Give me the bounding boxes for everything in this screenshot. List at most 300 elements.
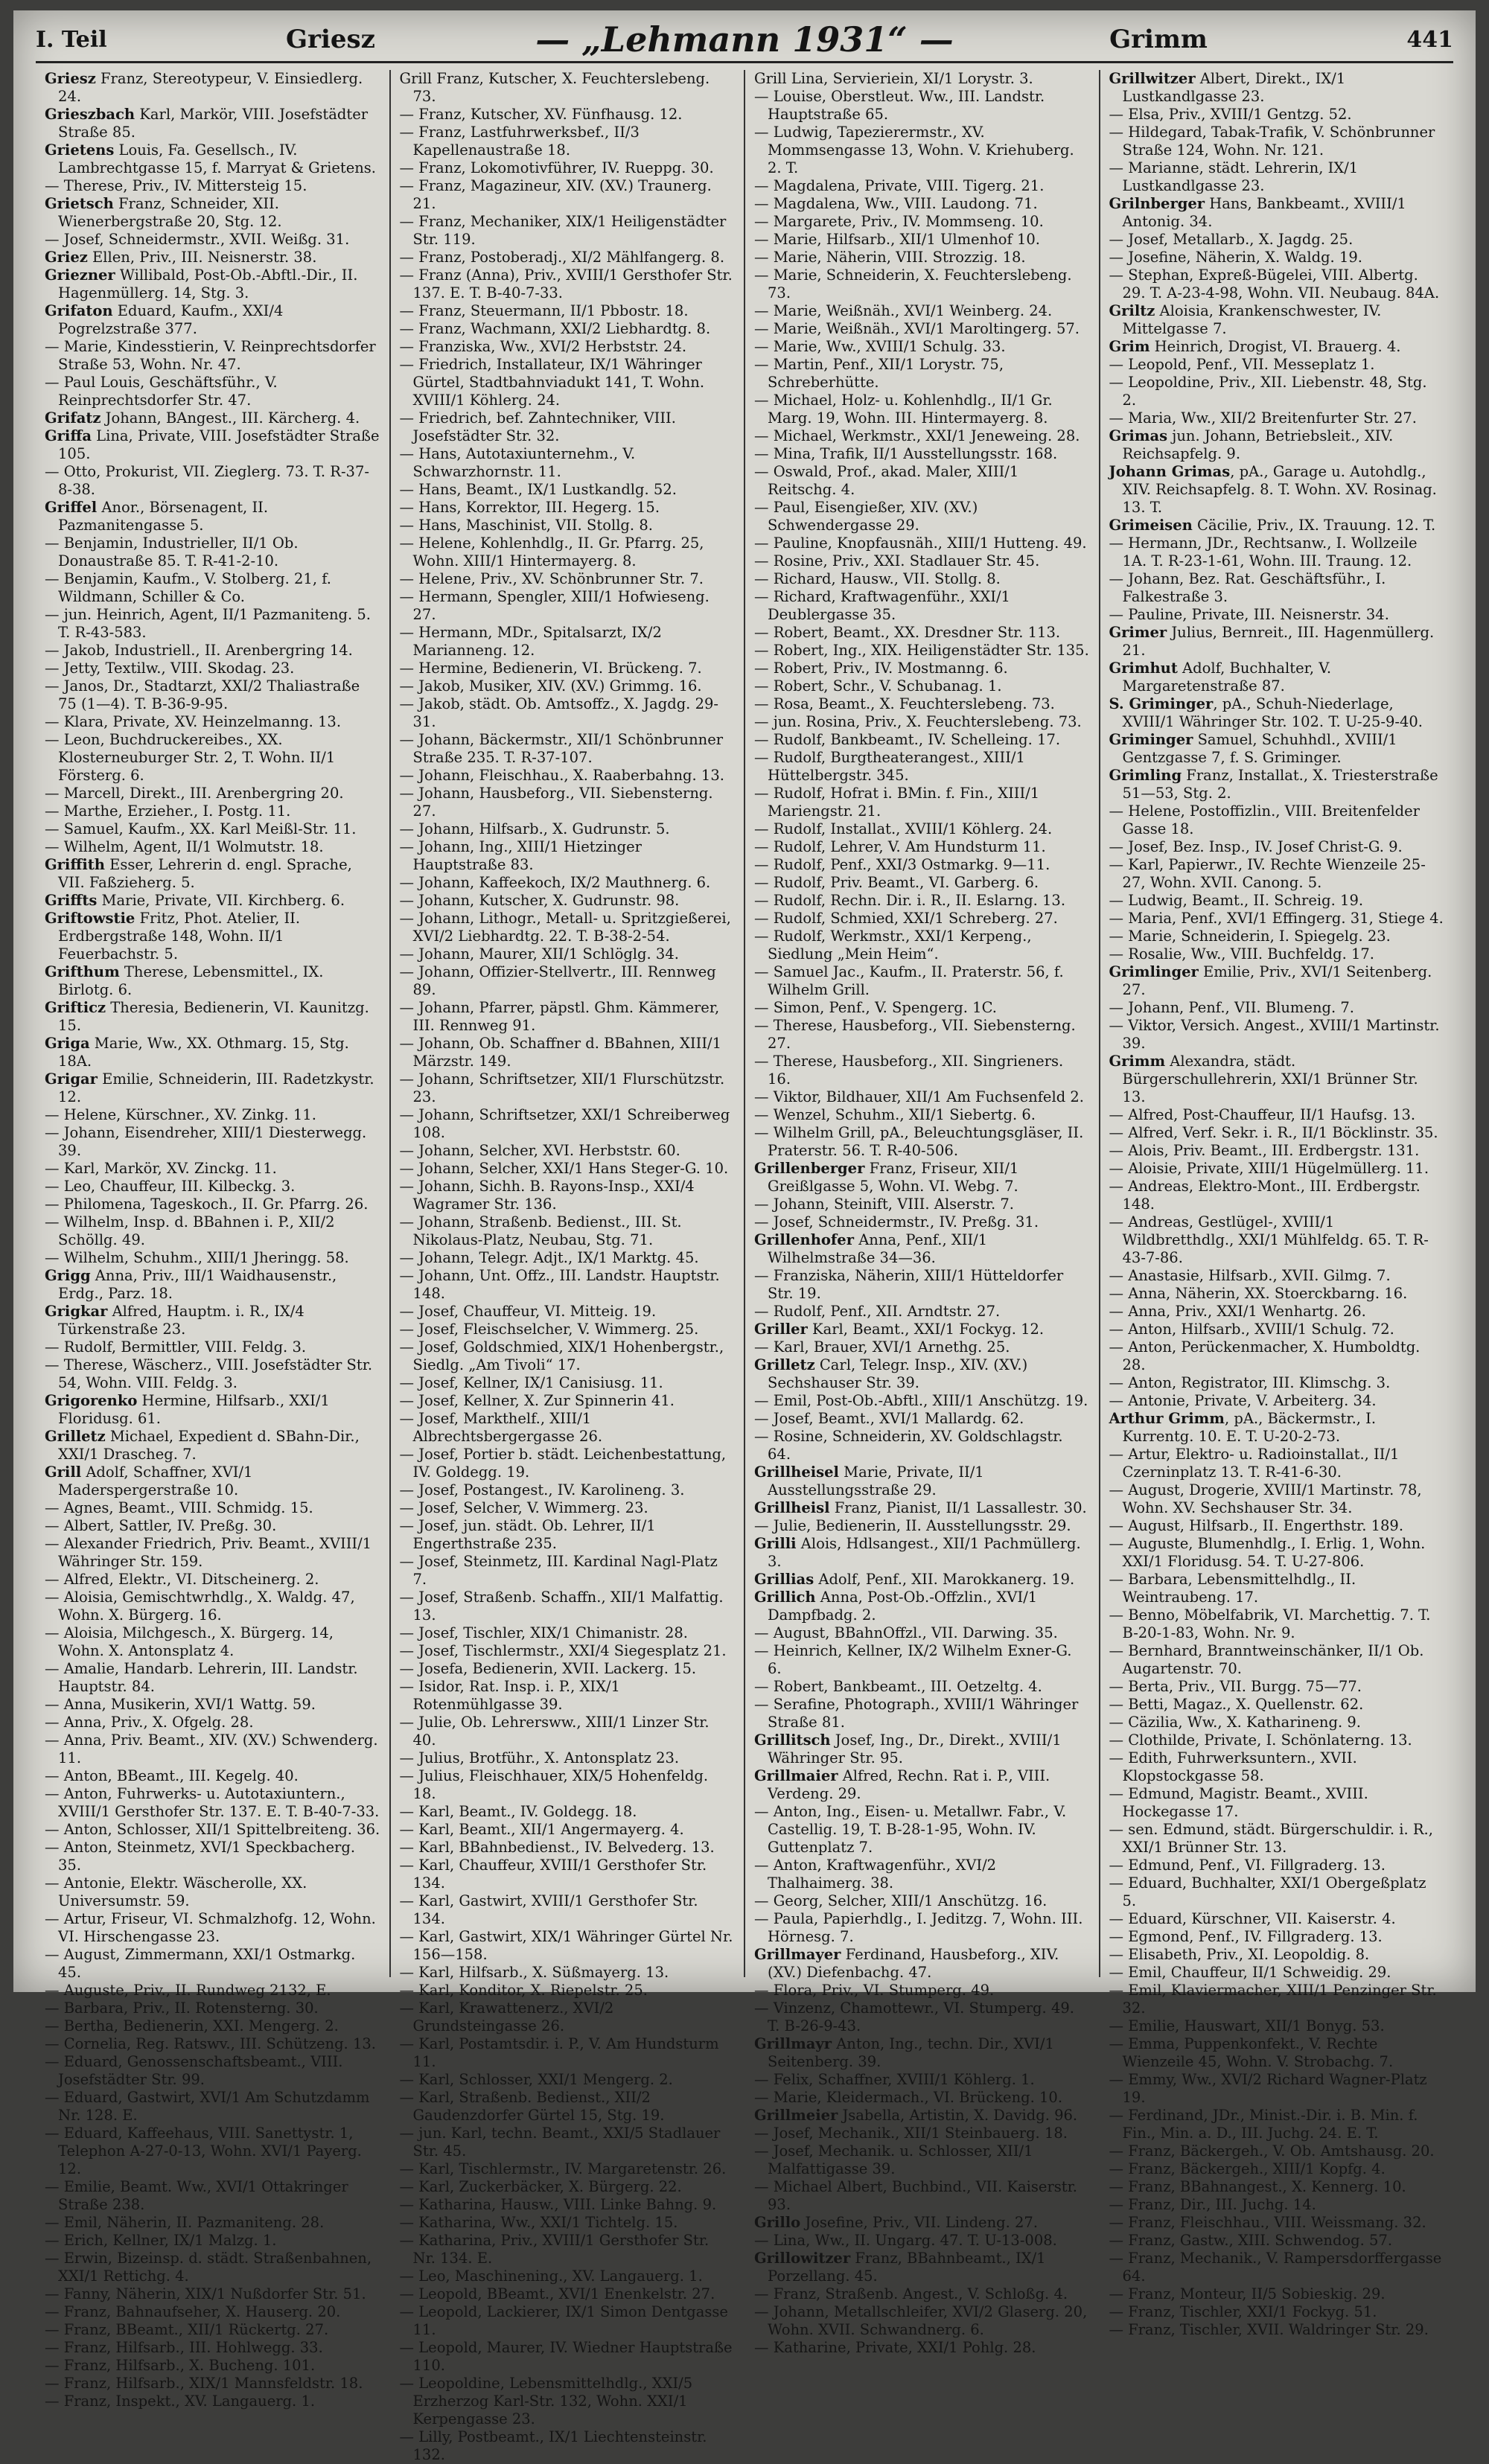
entry-text: — Felix, Schaffner, XVIII/1 Köhlerg. 1. bbox=[754, 2071, 1035, 2088]
entry-text: — Heinrich, Kellner, IX/2 Wilhelm Exner-G. 6. bbox=[754, 1642, 1072, 1677]
entry-text: — Eduard, Gastwirt, XVI/1 Am Schutzdamm Nr. 128. E. bbox=[45, 2089, 370, 2124]
entry-text: — Leopold, Lackierer, IX/1 Simon Dentgasse 11. bbox=[399, 2303, 728, 2338]
entry-text: — Johann, Unt. Offz., III. Landstr. Hauptstr. 148. bbox=[399, 1267, 720, 1302]
directory-entry bbox=[754, 1499, 1090, 1517]
entry-text: Anna, Post-Ob.-Offzlin., XVI/1 Dampfbadg. 2. bbox=[768, 1589, 1038, 1624]
directory-entry bbox=[754, 1124, 1090, 1160]
entry-text: — Leo, Maschinening., XV. Langauerg. 1. bbox=[399, 2267, 703, 2285]
entry-text: Willibald, Post-Ob.-Abftl.-Dir., II. Hagenmüllerg. 14, Stg. 3. bbox=[58, 266, 358, 301]
entry-surname: Grill bbox=[45, 1464, 82, 1481]
directory-entry bbox=[754, 1160, 1090, 1196]
entry-text: — Edith, Fuhrwerksuntern., XVII. Klopstockgasse 58. bbox=[1109, 1749, 1357, 1784]
directory-entry bbox=[754, 1392, 1090, 1410]
entry-text: — Josef, Straßenb. Schaffn., XII/1 Malfattig. 13. bbox=[399, 1589, 724, 1624]
directory-entry bbox=[45, 106, 380, 141]
entry-text: Alfred, Rechn. Rat i. P., VIII. Verdeng. 29. bbox=[768, 1767, 1050, 1802]
directory-entry bbox=[45, 2321, 380, 2339]
directory-entry bbox=[45, 1714, 380, 1731]
directory-entry bbox=[45, 141, 380, 177]
entry-text: Josef, Ing., Dr., Direkt., XVIII/1 Währinger Str. 95. bbox=[768, 1731, 1062, 1766]
directory-entry bbox=[45, 1731, 380, 1767]
entry-text: — August, Drogerie, XVIII/1 Martinstr. 78, Wohn. XV. Sechshauser Str. 34. bbox=[1109, 1481, 1422, 1516]
directory-entry bbox=[754, 88, 1090, 124]
entry-surname: Grifaton bbox=[45, 302, 113, 319]
entry-text: — Jakob, Musiker, XIV. (XV.) Grimmg. 16. bbox=[399, 677, 702, 695]
entry-text: — Marie, Weißnäh., XVI/1 Maroltingerg. 57. bbox=[754, 320, 1080, 337]
entry-text: — Rudolf, Installat., XVIII/1 Köhlerg. 24. bbox=[754, 820, 1053, 837]
directory-entry bbox=[400, 1481, 736, 1499]
directory-entry bbox=[754, 445, 1090, 463]
entry-text: — Franz, Fleischhau., VIII. Weissmang. 32. bbox=[1109, 2214, 1426, 2231]
directory-entry bbox=[45, 802, 380, 820]
entry-text: — Johann, Fleischhau., X. Raaberbahng. 13. bbox=[399, 767, 724, 784]
directory-page bbox=[13, 10, 1476, 2463]
entry-text: — Egmond, Penf., IV. Fillgraderg. 13. bbox=[1109, 1928, 1383, 1945]
directory-entry bbox=[754, 928, 1090, 963]
directory-entry bbox=[754, 963, 1090, 999]
directory-entry bbox=[754, 2178, 1090, 2214]
entry-text: — Leopold, Maurer, IV. Wiedner Hauptstraße 110. bbox=[399, 2339, 733, 2374]
entry-text: — Wilhelm, Insp. d. BBahnen i. P., XII/2 Schöllg. 49. bbox=[45, 1213, 335, 1248]
entry-text: — jun. Heinrich, Agent, II/1 Pazmaniteng. 5. T. R-43-583. bbox=[45, 606, 371, 641]
entry-text: Theresia, Bedienerin, VI. Kaunitzg. 15. bbox=[58, 999, 369, 1034]
entry-text: — Josef, Tischlermstr., XXI/4 Siegesplatz 21. bbox=[399, 1642, 727, 1659]
directory-entry bbox=[400, 1178, 736, 1213]
directory-entry bbox=[400, 1678, 736, 1714]
entry-text: — Katharina, Hausw., VIII. Linke Bahng. 9. bbox=[399, 2196, 717, 2213]
directory-entry bbox=[754, 249, 1090, 266]
entry-text: — Franz, Bäckergeh., XIII/1 Kopfg. 4. bbox=[1109, 2160, 1386, 2177]
entry-text: — Maria, Penf., XVI/1 Effingerg. 31, Stiege 4. bbox=[1109, 910, 1444, 927]
directory-entry bbox=[45, 1767, 380, 1785]
entry-text: — Franz, Hilfsarb., X. Bucheng. 101. bbox=[45, 2357, 316, 2374]
entry-text: — Franz (Anna), Priv., XVIII/1 Gersthofer Str. 137. E. T. B-40-7-33. bbox=[399, 266, 733, 301]
directory-entry bbox=[400, 1642, 736, 1660]
entry-text: — Karl, Postamtsdir. i. P., V. Am Hundsturm 11. bbox=[399, 2035, 719, 2070]
directory-entry bbox=[400, 517, 736, 534]
directory-entry bbox=[400, 570, 736, 588]
entry-text: — jun. Rosina, Priv., X. Feuchterslebeng. 73. bbox=[754, 713, 1082, 730]
directory-entry bbox=[754, 1231, 1090, 1267]
entry-text: — Mina, Trafik, II/1 Ausstellungsstr. 168. bbox=[754, 445, 1058, 462]
entry-surname: Griminger bbox=[1109, 731, 1193, 748]
part-label: I. Teil bbox=[36, 26, 107, 53]
directory-entry bbox=[400, 2232, 736, 2267]
directory-entry bbox=[1109, 302, 1445, 338]
directory-entry bbox=[400, 945, 736, 963]
entry-text: — Franz, Hilfsarb., XIX/1 Mannsfeldstr. 18. bbox=[45, 2375, 363, 2392]
directory-entry bbox=[400, 2339, 736, 2375]
entry-surname: Grilletz bbox=[754, 1356, 815, 1373]
entry-text: — Andreas, Gestlügel-, XVIII/1 Wildbretthdlg., XXI/1 Mühlfeldg. 65. T. R-43-7-86. bbox=[1109, 1213, 1429, 1266]
entry-surname: Grillo bbox=[754, 2214, 801, 2231]
directory-entry bbox=[754, 427, 1090, 445]
page-title: — „Lehmann 1931“ — bbox=[535, 19, 954, 60]
entry-text: — Antonie, Private, V. Arbeiterg. 34. bbox=[1109, 1392, 1377, 1409]
entry-text: — Johann, Hilfsarb., X. Gudrunstr. 5. bbox=[399, 820, 670, 837]
directory-entry bbox=[45, 249, 380, 266]
entry-text: — Rudolf, Penf., XXI/3 Ostmarkg. 9—11. bbox=[754, 856, 1050, 873]
entry-text: — Lilly, Postbeamt., IX/1 Liechtensteinstr. 132. bbox=[399, 2428, 707, 2463]
directory-entry bbox=[754, 1106, 1090, 1124]
directory-entry bbox=[754, 534, 1090, 552]
entry-text: — Wilhelm Grill, pA., Beleuchtungsgläser, II. Praterstr. 56. T. R-40-506. bbox=[754, 1124, 1084, 1159]
directory-entry bbox=[400, 731, 736, 767]
entry-text: Karl, Beamt., XXI/1 Fockyg. 12. bbox=[807, 1321, 1045, 1338]
entry-text: — Franz, Wachmann, XXI/2 Liebhardtg. 8. bbox=[399, 320, 711, 337]
directory-entry bbox=[45, 1213, 380, 1249]
directory-entry bbox=[754, 910, 1090, 928]
entry-surname: Johann Grimas bbox=[1109, 463, 1231, 480]
entry-surname: Griller bbox=[754, 1321, 808, 1338]
directory-entry bbox=[45, 1624, 380, 1660]
entry-text: — Franz, Tischler, XXI/1 Fockyg. 51. bbox=[1109, 2303, 1377, 2320]
entry-surname: Grillowitzer bbox=[754, 2250, 851, 2267]
directory-entry bbox=[1109, 534, 1445, 570]
entry-text: — Karl, Hilfsarb., X. Süßmayerg. 13. bbox=[399, 1964, 669, 1981]
entry-text: — Rudolf, Hofrat i. BMin. f. Fin., XIII/1 Mariengstr. 21. bbox=[754, 785, 1040, 820]
directory-entry bbox=[1109, 1392, 1445, 1410]
entry-text: — Franz, BBahnangest., X. Kennerg. 10. bbox=[1109, 2178, 1406, 2195]
entry-surname: Grillmaier bbox=[754, 1767, 838, 1784]
directory-entry bbox=[45, 534, 380, 570]
entry-text: , pA., Bäckermstr., I. Kurrentg. 10. E. T. U-20-2-73. bbox=[1122, 1410, 1377, 1445]
entry-surname: Griftowstie bbox=[45, 910, 135, 927]
entry-text: — Marie, Weißnäh., XVI/1 Weinberg. 24. bbox=[754, 302, 1053, 319]
directory-entry bbox=[400, 2125, 736, 2160]
entry-text: — Josef, Goldschmied, XIX/1 Hohenbergstr., Siedlg. „Am Tivoli“ 17. bbox=[399, 1338, 724, 1373]
directory-entry bbox=[45, 1839, 380, 1874]
entry-text: — Ludwig, Tapezierermstr., XV. Mommsengasse 13, Wohn. V. Kriehuberg. 2. T. bbox=[754, 124, 1074, 176]
entry-text: — Marianne, städt. Lehrerin, IX/1 Lustkandlgasse 23. bbox=[1109, 159, 1359, 194]
entry-surname: Griffith bbox=[45, 856, 105, 873]
entry-text: — Johann, Ob. Schaffner d. BBahnen, XIII/1 Märzstr. 149. bbox=[399, 1035, 722, 1070]
entry-text: — Rudolf, Priv. Beamt., VI. Garberg. 6. bbox=[754, 874, 1039, 891]
directory-entry bbox=[1109, 195, 1445, 231]
entry-text: — Franziska, Ww., XVI/2 Herbststr. 24. bbox=[399, 338, 687, 355]
entry-surname: Grietens bbox=[45, 141, 115, 159]
entry-text: — Eduard, Kürschner, VII. Kaiserstr. 4. bbox=[1109, 1910, 1396, 1927]
entry-surname: Griltz bbox=[1109, 302, 1155, 319]
directory-entry bbox=[754, 1053, 1090, 1088]
entry-text: — Paul, Eisengießer, XIV. (XV.) Schwendergasse 29. bbox=[754, 499, 978, 534]
directory-entry bbox=[754, 2250, 1090, 2285]
directory-entry bbox=[400, 481, 736, 499]
directory-entry bbox=[1109, 427, 1445, 463]
directory-entry bbox=[1109, 1481, 1445, 1517]
directory-entry bbox=[754, 570, 1090, 588]
directory-entry bbox=[400, 910, 736, 945]
entry-text: — Eduard, Genossenschaftsbeamt., VIII. Josefstädter Str. 99. bbox=[45, 2053, 343, 2088]
entry-text: — Antonie, Elektr. Wäscherolle, XX. Universumstr. 59. bbox=[45, 1874, 307, 1909]
entry-text: Anor., Börsenagent, II. Pazmanitengasse 5. bbox=[58, 499, 269, 534]
directory-entry bbox=[400, 2267, 736, 2285]
entry-text: — Josef, Portier b. städt. Leichenbestattung, IV. Goldegg. 19. bbox=[399, 1446, 727, 1481]
entry-surname: S. Griminger bbox=[1109, 695, 1214, 712]
directory-entry bbox=[400, 1857, 736, 1892]
entry-text: , pA., Schuh-Niederlage, XVIII/1 Währinger Str. 102. T. U-25-9-40. bbox=[1122, 695, 1423, 730]
directory-entry bbox=[400, 2196, 736, 2214]
directory-entry bbox=[45, 1428, 380, 1464]
directory-entry bbox=[754, 1910, 1090, 1946]
entry-text: — Franz, Lokomotivführer, IV. Rueppg. 30. bbox=[399, 159, 714, 176]
entry-text: Alexandra, städt. Bürgerschullehrerin, XXI/1 Brünner Str. 13. bbox=[1122, 1053, 1418, 1105]
directory-entry bbox=[400, 499, 736, 517]
entry-text: — Karl, Zuckerbäcker, X. Bürgerg. 22. bbox=[399, 2178, 682, 2195]
entry-surname: Griffel bbox=[45, 499, 98, 516]
entry-text: — Auguste, Priv., II. Rundweg 2132, E. bbox=[45, 1982, 331, 1999]
entry-text: — Josefa, Bedienerin, XVII. Lackerg. 15. bbox=[399, 1660, 697, 1677]
entry-text: — Erich, Kellner, IX/1 Malzg. 1. bbox=[45, 2232, 277, 2249]
entry-text: — Karl, Beamt., IV. Goldegg. 18. bbox=[399, 1803, 637, 1820]
directory-entry bbox=[400, 820, 736, 838]
entry-text: Lina, Private, VIII. Josefstädter Straße 105. bbox=[58, 427, 380, 462]
directory-entry bbox=[754, 624, 1090, 642]
entry-text: — Johann, Penf., VII. Blumeng. 7. bbox=[1109, 999, 1355, 1016]
entry-text: — Simon, Penf., V. Spengerg. 1C. bbox=[754, 999, 998, 1016]
directory-entry bbox=[45, 2250, 380, 2285]
entry-text: jun. Johann, Betriebsleit., XIV. Reichsapfelg. 9. bbox=[1122, 427, 1394, 462]
directory-entry bbox=[400, 1553, 736, 1589]
entry-text: — Josef, Kellner, X. Zur Spinnerin 41. bbox=[399, 1392, 675, 1409]
entry-surname: Grigar bbox=[45, 1070, 98, 1088]
directory-entry bbox=[400, 1499, 736, 1517]
directory-entry bbox=[400, 159, 736, 177]
entry-text: — August, Zimmermann, XXI/1 Ostmarkg. 45. bbox=[45, 1946, 356, 1981]
entry-text: — Bertha, Bedienerin, XXI. Mengerg. 2. bbox=[45, 2017, 339, 2034]
directory-entry bbox=[754, 2285, 1090, 2303]
entry-text: — Edmund, Penf., VI. Fillgraderg. 13. bbox=[1109, 1857, 1386, 1874]
directory-entry bbox=[1109, 624, 1445, 660]
directory-entry bbox=[45, 1178, 380, 1196]
directory-entry bbox=[45, 2375, 380, 2393]
directory-entry bbox=[45, 266, 380, 302]
entry-text: — Karl, Gastwirt, XVIII/1 Gersthofer Str. 134. bbox=[399, 1892, 698, 1927]
directory-entry bbox=[1109, 731, 1445, 767]
directory-entry bbox=[45, 1821, 380, 1839]
directory-entry bbox=[754, 356, 1090, 392]
entry-surname: Grilli bbox=[754, 1535, 797, 1552]
entry-text: — Johann, Schriftsetzer, XXI/1 Schreiberweg 108. bbox=[399, 1106, 730, 1141]
directory-entry bbox=[45, 785, 380, 802]
directory-entry bbox=[754, 785, 1090, 820]
directory-entry bbox=[400, 2303, 736, 2339]
directory-entry bbox=[1109, 802, 1445, 838]
directory-entry bbox=[45, 2125, 380, 2178]
entry-text: — Bernhard, Branntweinschänker, II/1 Ob. Augartenstr. 70. bbox=[1109, 1642, 1424, 1677]
directory-entry bbox=[45, 1338, 380, 1356]
entry-text: — Samuel Jac., Kaufm., II. Praterstr. 56, f. Wilhelm Grill. bbox=[754, 963, 1064, 998]
entry-text: — Johann, Bez. Rat. Geschäftsführ., I. Falkestraße 3. bbox=[1109, 570, 1386, 605]
entry-text: — Franz, Inspekt., XV. Langauerg. 1. bbox=[45, 2393, 316, 2410]
directory-entry bbox=[1109, 249, 1445, 266]
directory-entry bbox=[1109, 2196, 1445, 2214]
directory-entry bbox=[1109, 517, 1445, 534]
entry-text: — Franz, BBeamt., XII/1 Rückertg. 27. bbox=[45, 2321, 329, 2338]
entry-text: — Franz, Hilfsarb., III. Hohlwegg. 33. bbox=[45, 2339, 323, 2356]
entry-text: — Hans, Autotaxiunternehm., V. Schwarzhornstr. 11. bbox=[399, 445, 636, 480]
directory-entry bbox=[400, 1321, 736, 1338]
directory-entry bbox=[1109, 1446, 1445, 1481]
entry-text: — Rosine, Priv., XXI. Stadlauer Str. 45. bbox=[754, 552, 1040, 569]
directory-entry bbox=[1109, 356, 1445, 374]
entry-columns bbox=[36, 70, 1453, 2463]
entry-text: — Josef, Metallarb., X. Jagdg. 25. bbox=[1109, 231, 1354, 248]
entry-surname: Grillitsch bbox=[754, 1731, 831, 1749]
directory-entry bbox=[1109, 838, 1445, 856]
entry-text: — Friedrich, Installateur, IX/1 Währinger Gürtel, Stadtbahnviadukt 141, T. Wohn. XVIII/1 Köhlerg. 24. bbox=[399, 356, 705, 409]
directory-entry bbox=[400, 2160, 736, 2178]
entry-text: — Anton, Fuhrwerks- u. Autotaxiuntern., XVIII/1 Gersthofer Str. 137. E. T. B-40-7-33. bbox=[45, 1785, 380, 1820]
directory-entry bbox=[1109, 2214, 1445, 2232]
directory-entry bbox=[754, 642, 1090, 660]
directory-entry bbox=[45, 302, 380, 338]
entry-text: — Otto, Prokurist, VII. Zieglerg. 73. T. R-37-8-38. bbox=[45, 463, 369, 498]
entry-text: — Karl, Schlosser, XXI/1 Mengerg. 2. bbox=[399, 2071, 673, 2088]
entry-text: Grill Franz, Kutscher, X. Feuchterslebeng. 73. bbox=[399, 70, 710, 105]
directory-entry bbox=[45, 892, 380, 910]
column-4 bbox=[1100, 70, 1454, 2338]
directory-entry bbox=[400, 874, 736, 892]
entry-surname: Grifthum bbox=[45, 963, 120, 980]
directory-entry bbox=[754, 2107, 1090, 2125]
entry-surname: Grifticz bbox=[45, 999, 106, 1016]
entry-text: Louis, Fa. Gesellsch., IV. Lambrechtgasse 15, f. Marryat & Grietens. bbox=[58, 141, 377, 176]
directory-entry bbox=[754, 1338, 1090, 1356]
entry-text: — Marcell, Direkt., III. Arenbergring 20. bbox=[45, 785, 344, 802]
entry-surname: Arthur Grimm bbox=[1109, 1410, 1225, 1427]
directory-entry bbox=[754, 1535, 1090, 1571]
directory-entry bbox=[45, 1696, 380, 1714]
entry-text: — Johann, Steinift, VIII. Alserstr. 7. bbox=[754, 1196, 1014, 1213]
entry-text: — Anna, Priv., X. Ofgelg. 28. bbox=[45, 1714, 254, 1731]
right-keyword: Grimm bbox=[1109, 25, 1208, 54]
directory-entry bbox=[45, 2035, 380, 2053]
entry-text: — Marie, Ww., XVIII/1 Schulg. 33. bbox=[754, 338, 1006, 355]
entry-surname: Grillmayer bbox=[754, 1946, 841, 1963]
entry-text: — Erwin, Bizeinsp. d. städt. Straßenbahnen, XXI/1 Rettichg. 4. bbox=[45, 2250, 372, 2285]
directory-entry bbox=[45, 2053, 380, 2089]
directory-entry bbox=[1109, 660, 1445, 695]
directory-entry bbox=[400, 1660, 736, 1678]
directory-entry bbox=[400, 767, 736, 785]
directory-entry bbox=[754, 2071, 1090, 2089]
page-number: 441 bbox=[1406, 26, 1453, 53]
directory-entry bbox=[754, 731, 1090, 749]
directory-entry bbox=[400, 785, 736, 820]
entry-text: — Hermann, MDr., Spitalsarzt, IX/2 Marianneng. 12. bbox=[399, 624, 662, 659]
directory-entry bbox=[400, 302, 736, 320]
entry-text: — Katharina, Ww., XXI/1 Tichtelg. 15. bbox=[399, 2214, 678, 2231]
directory-entry bbox=[45, 820, 380, 838]
entry-text: — Hans, Korrektor, III. Hegerg. 15. bbox=[399, 499, 660, 516]
entry-surname: Grillheisl bbox=[754, 1499, 830, 1516]
entry-text: — Anton, Steinmetz, XVI/1 Speckbacherg. 35. bbox=[45, 1839, 356, 1874]
entry-text: — Helene, Kürschner., XV. Zinkg. 11. bbox=[45, 1106, 316, 1123]
directory-entry bbox=[400, 1035, 736, 1070]
entry-text: — Robert, Priv., IV. Mostmanng. 6. bbox=[754, 660, 1008, 677]
directory-entry bbox=[45, 1392, 380, 1428]
entry-text: — Anton, Hilfsarb., XVIII/1 Schulg. 72. bbox=[1109, 1321, 1394, 1338]
entry-surname: Griga bbox=[45, 1035, 90, 1052]
entry-text: — Franz, Mechaniker, XIX/1 Heiligenstädter Str. 119. bbox=[399, 213, 727, 248]
directory-entry bbox=[45, 1160, 380, 1178]
entry-text: — Franz, Kutscher, XV. Fünfhausg. 12. bbox=[399, 106, 683, 123]
directory-entry bbox=[400, 534, 736, 570]
directory-entry bbox=[400, 1338, 736, 1374]
entry-text: — Josef, Selcher, V. Wimmerg. 23. bbox=[399, 1499, 648, 1516]
directory-entry bbox=[1109, 2250, 1445, 2285]
entry-text: — Clothilde, Private, I. Schönlaterng. 13. bbox=[1109, 1731, 1412, 1749]
directory-entry bbox=[1109, 70, 1445, 106]
directory-entry bbox=[754, 874, 1090, 892]
entry-text: — Friedrich, bef. Zahntechniker, VIII. Josefstädter Str. 32. bbox=[399, 409, 676, 444]
directory-entry bbox=[1109, 1982, 1445, 2017]
directory-entry bbox=[754, 1464, 1090, 1499]
directory-entry bbox=[754, 2303, 1090, 2339]
directory-entry bbox=[1109, 1785, 1445, 1821]
entry-text: Esser, Lehrerin d. engl. Sprache, VII. Faßzieherg. 5. bbox=[58, 856, 352, 891]
directory-entry bbox=[45, 1124, 380, 1160]
directory-entry bbox=[45, 177, 380, 195]
directory-entry bbox=[400, 445, 736, 481]
entry-text: — Rudolf, Bermittler, VIII. Feldg. 3. bbox=[45, 1338, 307, 1356]
entry-surname: Grigorenko bbox=[45, 1392, 138, 1409]
entry-text: — Franz, Magazineur, XIV. (XV.) Traunerg. 21. bbox=[399, 177, 712, 212]
entry-surname: Grietsch bbox=[45, 195, 114, 212]
directory-entry bbox=[400, 660, 736, 677]
entry-text: — Leopoldine, Priv., XII. Liebenstr. 48, Stg. 2. bbox=[1109, 374, 1427, 409]
directory-entry bbox=[1109, 1142, 1445, 1160]
directory-entry bbox=[754, 856, 1090, 874]
directory-entry bbox=[400, 1517, 736, 1553]
entry-text: — Alexander Friedrich, Priv. Beamt., XVIII/1 Währinger Str. 159. bbox=[45, 1535, 372, 1570]
directory-entry bbox=[754, 1589, 1090, 1624]
entry-text: — Aloisia, Milchgesch., X. Bürgerg. 14, Wohn. X. Antonsplatz 4. bbox=[45, 1624, 334, 1659]
entry-surname: Grillias bbox=[754, 1571, 814, 1588]
entry-text: — Emilie, Beamt. Ww., XVI/1 Ottakringer Straße 238. bbox=[45, 2178, 348, 2213]
entry-text: Aloisia, Krankenschwester, IV. Mittelgasse 7. bbox=[1122, 302, 1382, 337]
entry-text: Franz, Installat., X. Triesterstraße 51—53, Stg. 2. bbox=[1122, 767, 1438, 802]
left-keyword: Griesz bbox=[286, 25, 375, 54]
entry-text: — Johann, Straßenb. Bedienst., III. St. Nikolaus-Platz, Neubau, Stg. 71. bbox=[399, 1213, 682, 1248]
entry-text: — Hermann, Spengler, XIII/1 Hofwieseng. 27. bbox=[399, 588, 710, 623]
directory-entry bbox=[400, 2285, 736, 2303]
directory-entry bbox=[754, 70, 1090, 88]
directory-entry bbox=[1109, 1678, 1445, 1696]
directory-entry bbox=[1109, 570, 1445, 606]
entry-text: Anna, Priv., III/1 Waidhausenstr., Erdg., Parz. 18. bbox=[58, 1267, 337, 1302]
entry-text: Alfred, Hauptm. i. R., IX/4 Türkenstraße 23. bbox=[58, 1303, 305, 1338]
entry-surname: Grillheisel bbox=[754, 1464, 839, 1481]
directory-entry bbox=[400, 963, 736, 999]
entry-text: — Franz, Steuermann, II/1 Pbbostr. 18. bbox=[399, 302, 689, 319]
directory-entry bbox=[754, 820, 1090, 838]
directory-entry bbox=[400, 409, 736, 445]
directory-entry bbox=[45, 1303, 380, 1338]
entry-surname: Grigg bbox=[45, 1267, 91, 1284]
entry-text: — Josef, Schneidermstr., XVII. Weißg. 31. bbox=[45, 231, 350, 248]
entry-text: — Michael, Holz- u. Kohlenhdlg., II/1 Gr. Marg. 19, Wohn. III. Hintermayerg. 8. bbox=[754, 392, 1053, 427]
directory-entry bbox=[400, 1999, 736, 2035]
entry-text: — Richard, Hausw., VII. Stollg. 8. bbox=[754, 570, 1001, 587]
entry-text: — Magdalena, Ww., VIII. Laudong. 71. bbox=[754, 195, 1038, 212]
directory-entry bbox=[1109, 2017, 1445, 2035]
directory-entry bbox=[45, 2089, 380, 2125]
directory-entry bbox=[45, 731, 380, 785]
entry-text: — Robert, Beamt., XX. Dresdner Str. 113. bbox=[754, 624, 1061, 641]
directory-entry bbox=[754, 1088, 1090, 1106]
